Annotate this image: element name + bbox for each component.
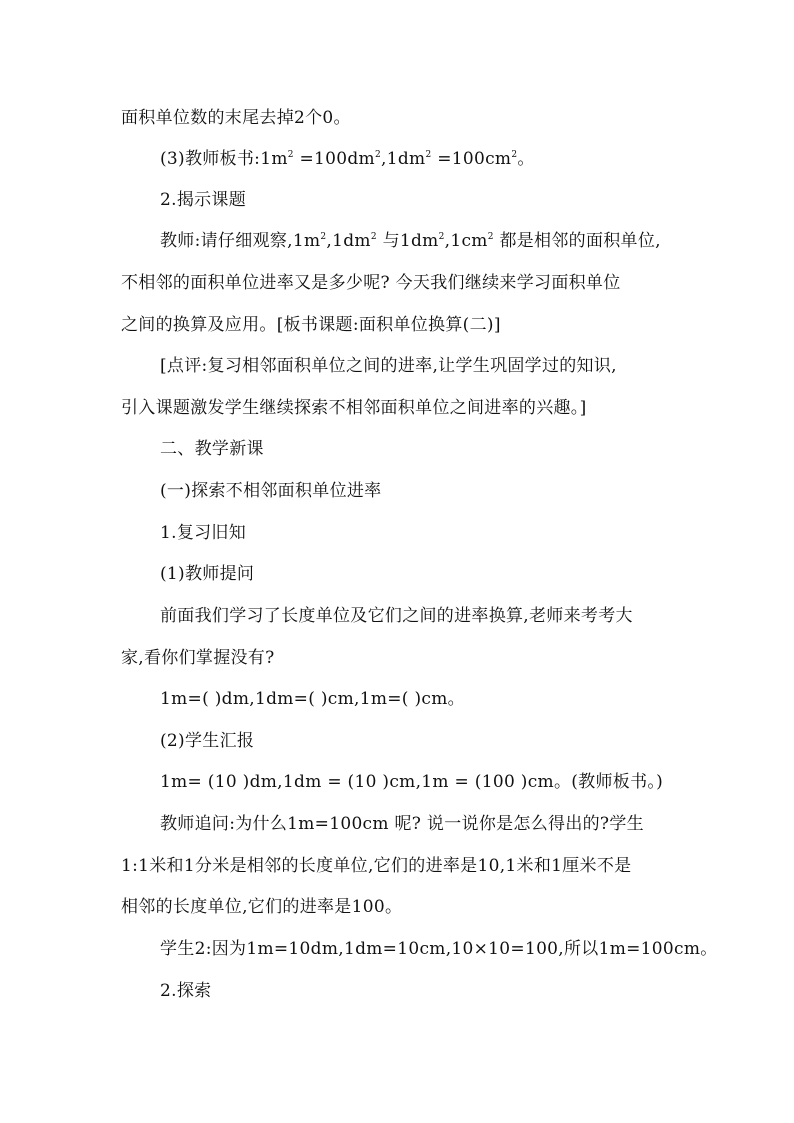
paragraph-line: (1)教师提问 bbox=[160, 564, 255, 584]
paragraph-line: (3)教师板书$:1m^2 =100dm^2,1dm^2 =100cm^2$。 bbox=[160, 149, 535, 169]
section-heading: (一)探索不相邻面积单位进率 bbox=[160, 481, 382, 501]
section-heading: 二、教学新课 bbox=[160, 439, 264, 459]
superscript: 2 bbox=[370, 232, 377, 242]
superscript: 2 bbox=[425, 150, 432, 160]
paragraph-line: 家,看你们掌握没有? bbox=[121, 648, 275, 668]
paragraph-line: 面积单位数的末尾去掉2个0。 bbox=[121, 108, 351, 128]
superscript: 2 bbox=[287, 150, 294, 160]
section-heading: 2.揭示课题 bbox=[160, 190, 247, 210]
paragraph-line: 学生2:因为1m=10dm,1dm=10cm,10×10=100,所以1m=100cm。 bbox=[160, 939, 718, 959]
paragraph-line: 之间的换算及应用。[板书课题:面积单位换算(二)] bbox=[121, 315, 501, 335]
section-heading: 1.复习旧知 bbox=[160, 523, 247, 543]
paragraph-line: 相邻的长度单位,它们的进率是100。 bbox=[121, 897, 403, 917]
section-heading: 2.探索 bbox=[160, 981, 212, 1001]
paragraph-line: 1m= (10 )dm,1dm = (10 )cm,1m = (100 )cm。(教师板书。) bbox=[160, 772, 664, 792]
paragraph-line: 1m=( )dm,1dm=( )cm,1m=( )cm。 bbox=[160, 689, 465, 709]
superscript: 2 bbox=[487, 232, 494, 242]
superscript: 2 bbox=[374, 150, 382, 160]
paragraph-line: 1:1米和1分米是相邻的长度单位,它们的进率是10,1米和1厘米不是 bbox=[121, 856, 632, 876]
superscript: 2 bbox=[320, 232, 327, 242]
comment-line: 引入课题激发学生继续探索不相邻面积单位之间进率的兴趣。] bbox=[121, 398, 587, 418]
paragraph-line: 教师:请仔细观察$,1m^2,1dm^2$ 与$1dm^2,1cm^2$ 都是相邻的面积单位, bbox=[160, 231, 661, 251]
superscript: 2 bbox=[438, 232, 445, 242]
paragraph-line: 不相邻的面积单位进率又是多少呢? 今天我们继续来学习面积单位 bbox=[121, 273, 621, 293]
paragraph-line: (2)学生汇报 bbox=[160, 731, 255, 751]
comment-line: [点评:复习相邻面积单位之间的进率,让学生巩固学过的知识, bbox=[160, 356, 617, 376]
superscript: 2 bbox=[511, 150, 518, 160]
paragraph-line: 教师追问:为什么1m=100cm 呢? 说一说你是怎么得出的?学生 bbox=[160, 814, 644, 834]
paragraph-line: 前面我们学习了长度单位及它们之间的进率换算,老师来考考大 bbox=[160, 606, 633, 626]
